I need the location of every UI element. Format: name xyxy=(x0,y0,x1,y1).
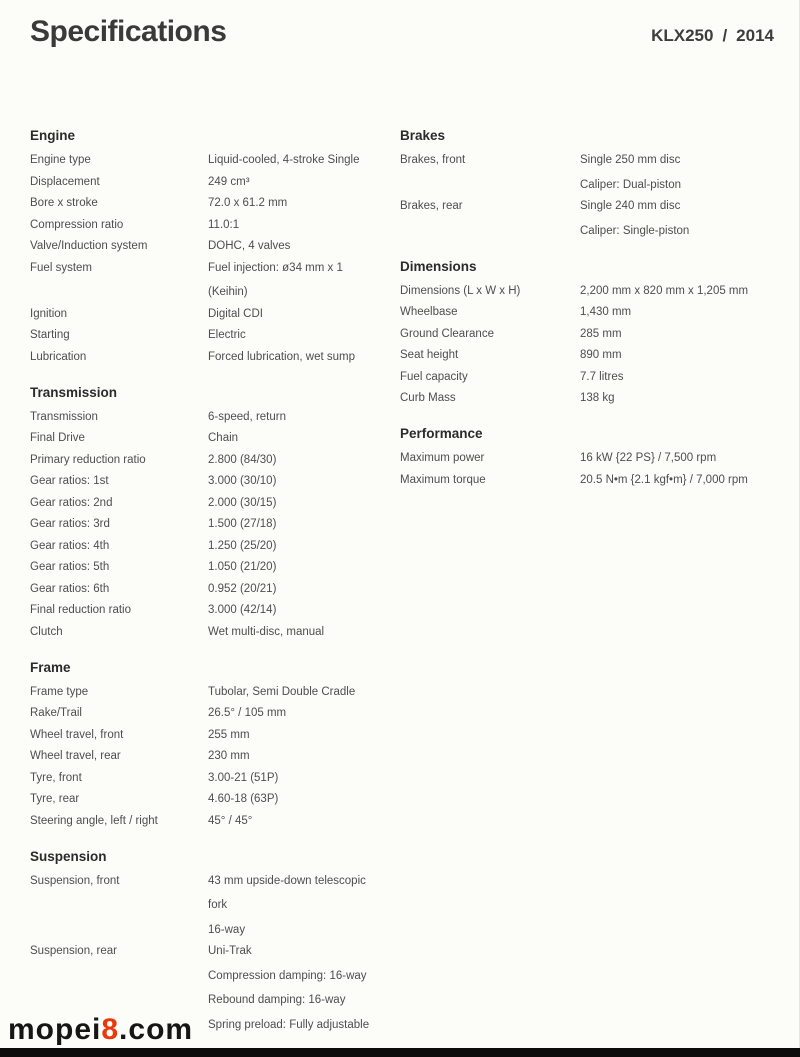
spec-row xyxy=(30,431,400,445)
watermark-prefix: mopei xyxy=(8,1013,102,1046)
spec-value xyxy=(580,305,779,319)
spec-value-line: Fuel injection: ø34 mm x 1 xyxy=(208,261,343,274)
spec-label: Transmission xyxy=(30,410,98,423)
spec-row xyxy=(400,327,779,341)
spec-label: Clutch xyxy=(30,625,63,638)
spec-row xyxy=(30,474,400,488)
spec-label: Starting xyxy=(30,329,70,341)
spec-row xyxy=(30,196,400,210)
spec-row xyxy=(30,350,400,364)
spec-value xyxy=(208,410,400,424)
spec-value xyxy=(208,749,400,763)
spec-value xyxy=(208,582,400,596)
spec-label: Rake/Trail xyxy=(30,707,82,719)
spec-value xyxy=(208,431,400,445)
spec-value-line: Digital CDI xyxy=(208,307,263,320)
spec-value xyxy=(208,517,400,531)
spec-value xyxy=(580,370,779,384)
spec-row xyxy=(30,685,400,699)
spec-value xyxy=(208,307,400,321)
spec-value-line: Single 240 mm disc xyxy=(580,200,681,212)
spec-value xyxy=(208,874,400,937)
section-heading: Brakes xyxy=(400,128,446,143)
spec-row xyxy=(400,199,779,238)
spec-value xyxy=(208,603,400,617)
spec-label: Frame type xyxy=(30,685,89,698)
spec-label: Gear ratios: 6th xyxy=(30,582,110,595)
spec-row xyxy=(30,814,400,828)
spec-value-line: 6-speed, return xyxy=(208,410,286,423)
spec-label: Gear ratios: 3rd xyxy=(30,518,110,530)
spec-label: Tyre, rear xyxy=(30,793,80,805)
spec-label: Steering angle, left / right xyxy=(30,814,158,827)
spec-section xyxy=(30,128,400,364)
spec-value-line: Uni-Trak xyxy=(208,945,252,957)
spec-label: Ignition xyxy=(30,307,68,320)
spec-value-line: 3.00-21 (51P) xyxy=(208,771,279,784)
spec-value-line: Caliper: Single-piston xyxy=(580,224,690,237)
spec-value xyxy=(208,218,400,232)
spec-column-left xyxy=(30,128,400,1053)
watermark-highlight: 8 xyxy=(101,1013,120,1046)
spec-value xyxy=(208,944,400,1032)
spec-label: Wheelbase xyxy=(400,306,458,318)
spec-value-line: 16-way xyxy=(208,923,246,936)
spec-label: Wheel travel, front xyxy=(30,728,124,741)
spec-value-line: Liquid-cooled, 4-stroke Single xyxy=(208,154,360,166)
spec-section xyxy=(30,849,400,1032)
model-year-value: 2014 xyxy=(736,26,774,45)
spec-value xyxy=(208,261,400,300)
spec-row xyxy=(400,473,779,487)
spec-value-line: 16 kW {22 PS} / 7,500 rpm xyxy=(580,452,717,464)
spec-value-line: 230 mm xyxy=(208,750,250,762)
spec-row xyxy=(30,307,400,321)
spec-value xyxy=(208,153,400,167)
spec-row xyxy=(30,603,400,617)
spec-value-line: DOHC, 4 valves xyxy=(208,240,291,252)
spec-label: Curb Mass xyxy=(400,392,456,404)
spec-row xyxy=(30,625,400,639)
spec-row xyxy=(30,218,400,232)
spec-label: Fuel capacity xyxy=(400,370,468,383)
spec-value xyxy=(580,348,779,362)
spec-section xyxy=(30,385,400,639)
spec-label: Displacement xyxy=(30,175,100,188)
spec-row xyxy=(30,261,400,300)
spec-row xyxy=(400,153,779,192)
spec-value xyxy=(208,496,400,510)
spec-label: Ground Clearance xyxy=(400,327,494,340)
spec-row xyxy=(30,517,400,531)
bottom-bar xyxy=(0,1048,800,1057)
watermark-suffix: .com xyxy=(119,1013,194,1046)
spec-value xyxy=(208,706,400,720)
spec-value-line: 2,200 mm x 820 mm x 1,205 mm xyxy=(580,284,749,297)
section-heading: Transmission xyxy=(30,384,118,400)
spec-value-line: 7.7 litres xyxy=(580,370,624,383)
spec-row xyxy=(400,305,779,319)
spec-value xyxy=(208,560,400,574)
spec-value-line: 0.952 (20/21) xyxy=(208,582,277,595)
spec-value-line: 890 mm xyxy=(580,349,622,361)
spec-value xyxy=(580,473,779,487)
spec-value-line: 249 cm³ xyxy=(208,175,250,188)
page-title: Specifications xyxy=(30,15,227,48)
spec-value-line: 2.800 (84/30) xyxy=(208,453,277,466)
spec-label: Suspension, front xyxy=(30,874,120,887)
spec-column-right xyxy=(400,128,799,1053)
spec-value xyxy=(208,328,400,342)
spec-value xyxy=(208,239,400,253)
spec-row xyxy=(30,560,400,574)
spec-row xyxy=(400,348,779,362)
spec-row xyxy=(30,175,400,189)
spec-value xyxy=(208,453,400,467)
spec-label: Primary reduction ratio xyxy=(30,453,146,466)
spec-value xyxy=(208,175,400,189)
spec-value-line: 45° / 45° xyxy=(208,814,253,827)
section-heading: Dimensions xyxy=(400,258,477,274)
spec-label: Final reduction ratio xyxy=(30,604,131,616)
spec-value xyxy=(580,284,779,298)
spec-value xyxy=(580,153,779,192)
spec-label: Maximum power xyxy=(400,452,485,464)
model-year xyxy=(651,26,774,46)
spec-value xyxy=(580,391,779,405)
spec-value-line: fork xyxy=(208,899,228,911)
spec-label: Valve/Induction system xyxy=(30,240,148,252)
spec-section xyxy=(30,660,400,828)
spec-value-line: 285 mm xyxy=(580,327,622,340)
spec-row xyxy=(400,284,779,298)
spec-label: Gear ratios: 2nd xyxy=(30,496,113,509)
spec-value xyxy=(208,196,400,210)
spec-row xyxy=(30,239,400,253)
spec-value-line: Wet multi-disc, manual xyxy=(208,625,325,638)
spec-label: Gear ratios: 1st xyxy=(30,475,109,487)
spec-value xyxy=(208,625,400,639)
spec-value-line: 1,430 mm xyxy=(580,306,632,318)
model-name: KLX250 xyxy=(651,26,714,45)
spec-value-line: Single 250 mm disc xyxy=(580,154,681,166)
spec-value-line: 72.0 x 61.2 mm xyxy=(208,197,288,209)
spec-row xyxy=(30,706,400,720)
spec-value-line: 26.5° / 105 mm xyxy=(208,707,287,719)
spec-value xyxy=(208,685,400,699)
model-year-separator: / xyxy=(722,26,728,45)
spec-value xyxy=(208,350,400,364)
spec-label: Engine type xyxy=(30,154,91,166)
spec-label: Lubrication xyxy=(30,350,87,363)
spec-value-line: 138 kg xyxy=(580,392,615,404)
spec-value-line: 20.5 N•m {2.1 kgf•m} / 7,000 rpm xyxy=(580,473,748,486)
spec-row xyxy=(400,370,779,384)
spec-value-line: 255 mm xyxy=(208,728,250,741)
spec-value-line: Rebound damping: 16-way xyxy=(208,994,346,1006)
spec-label: Maximum torque xyxy=(400,473,486,486)
spec-value xyxy=(208,771,400,785)
spec-row xyxy=(30,153,400,167)
section-heading: Suspension xyxy=(30,848,107,864)
page-header xyxy=(0,0,799,50)
spec-columns xyxy=(0,128,799,1053)
spec-value-line: 11.0:1 xyxy=(208,218,240,231)
spec-value-line: Electric xyxy=(208,329,246,341)
spec-value-line: Chain xyxy=(208,432,239,444)
spec-label: Wheel travel, rear xyxy=(30,750,121,762)
spec-row xyxy=(30,728,400,742)
spec-value-line: 3.000 (42/14) xyxy=(208,604,277,616)
spec-value-line: Spring preload: Fully adjustable xyxy=(208,1018,370,1031)
spec-label: Gear ratios: 5th xyxy=(30,561,110,573)
spec-row xyxy=(30,496,400,510)
spec-row xyxy=(400,391,779,405)
spec-section xyxy=(400,426,779,487)
spec-row xyxy=(400,451,779,465)
section-heading: Engine xyxy=(30,128,76,143)
spec-section xyxy=(400,259,779,406)
spec-row xyxy=(30,749,400,763)
spec-value xyxy=(580,451,779,465)
spec-label: Brakes, front xyxy=(400,154,466,166)
spec-row xyxy=(30,410,400,424)
spec-value xyxy=(208,814,400,828)
spec-value xyxy=(208,474,400,488)
spec-value xyxy=(580,199,779,238)
spec-row xyxy=(30,582,400,596)
spec-value-line: 43 mm upside-down telescopic xyxy=(208,874,366,887)
spec-value-line: 1.050 (21/20) xyxy=(208,561,277,573)
watermark xyxy=(8,1014,193,1046)
spec-label: Tyre, front xyxy=(30,771,82,784)
spec-value-line: Forced lubrication, wet sump xyxy=(208,350,356,363)
spec-label: Final Drive xyxy=(30,432,85,444)
spec-label: Fuel system xyxy=(30,261,92,274)
spec-row xyxy=(30,453,400,467)
spec-value-line: 1.250 (25/20) xyxy=(208,539,277,552)
spec-section xyxy=(400,128,779,238)
spec-label: Gear ratios: 4th xyxy=(30,539,110,552)
spec-value xyxy=(580,327,779,341)
spec-value-line: 2.000 (30/15) xyxy=(208,496,277,509)
spec-row xyxy=(30,874,400,937)
spec-label: Compression ratio xyxy=(30,218,124,231)
section-heading: Frame xyxy=(30,659,71,675)
spec-value-line: 4.60-18 (63P) xyxy=(208,793,279,805)
spec-row xyxy=(30,539,400,553)
spec-value xyxy=(208,728,400,742)
spec-value-line: 1.500 (27/18) xyxy=(208,518,277,530)
spec-value-line: 3.000 (30/10) xyxy=(208,475,277,487)
spec-value xyxy=(208,792,400,806)
spec-row xyxy=(30,771,400,785)
spec-label: Suspension, rear xyxy=(30,945,117,957)
spec-row xyxy=(30,328,400,342)
spec-label: Bore x stroke xyxy=(30,197,98,209)
spec-value-line: Caliper: Dual-piston xyxy=(580,178,681,191)
spec-value-line: (Keihin) xyxy=(208,286,248,298)
spec-label: Brakes, rear xyxy=(400,200,463,212)
spec-label: Seat height xyxy=(400,349,459,361)
section-heading: Performance xyxy=(400,426,483,441)
spec-value-line: Compression damping: 16-way xyxy=(208,969,367,982)
spec-label: Dimensions (L x W x H) xyxy=(400,284,521,297)
spec-row xyxy=(30,792,400,806)
spec-value xyxy=(208,539,400,553)
spec-value-line: Tubolar, Semi Double Cradle xyxy=(208,685,356,698)
